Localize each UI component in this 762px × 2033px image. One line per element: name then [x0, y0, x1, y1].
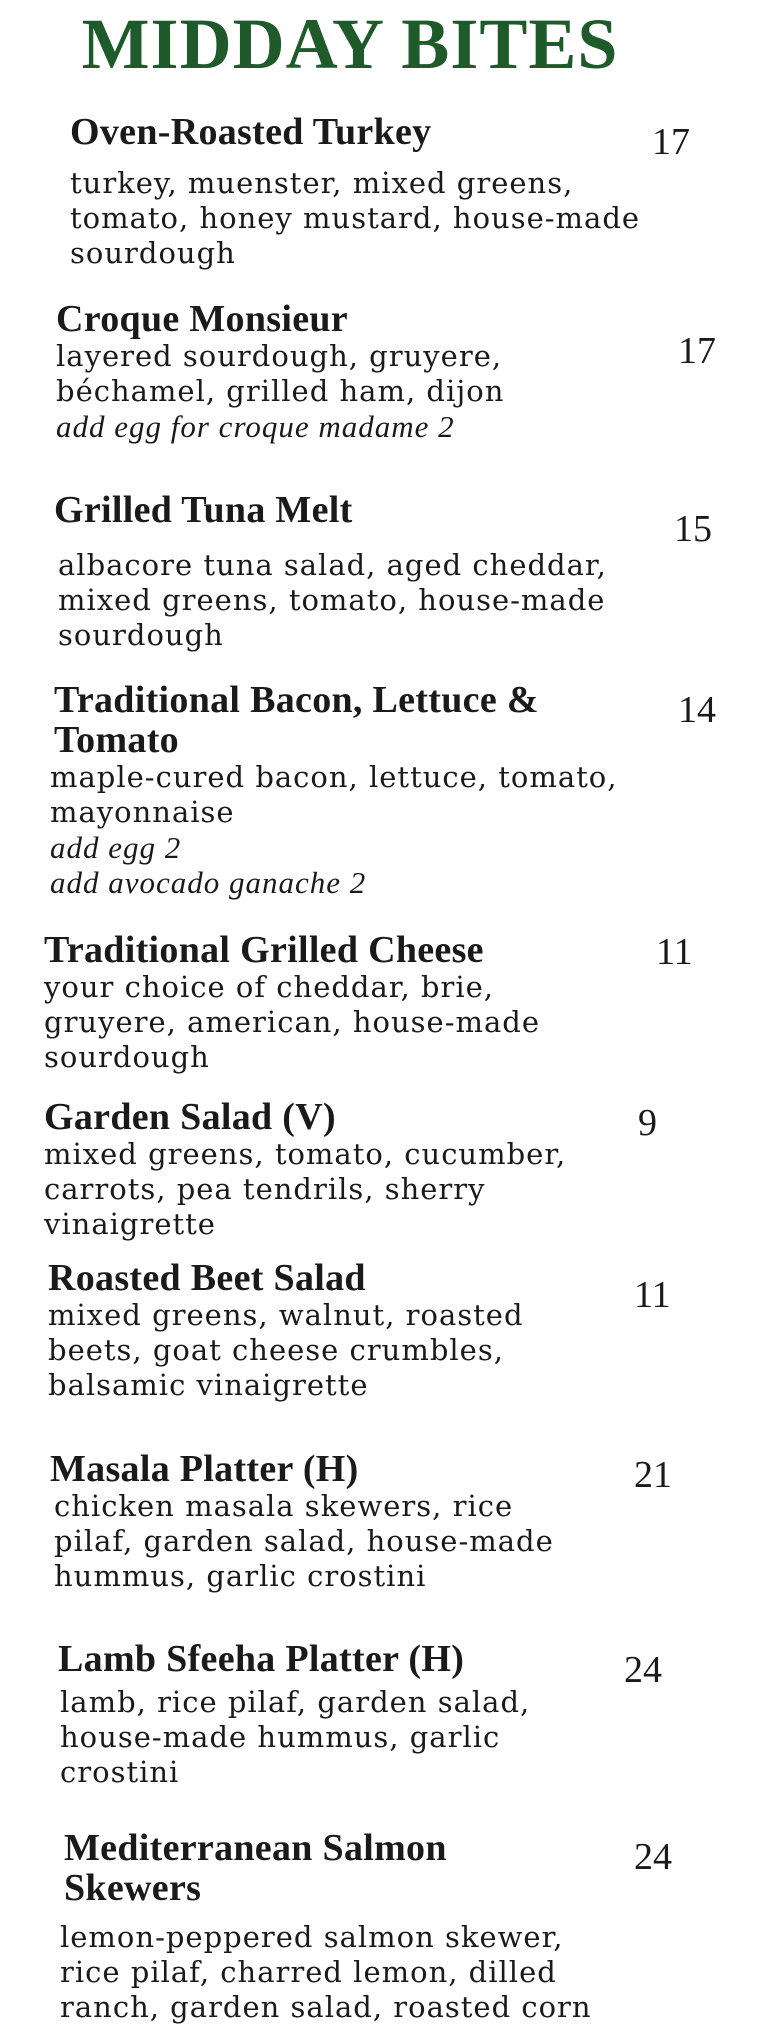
item-name: Traditional Grilled Cheese: [44, 929, 484, 971]
item-description-line: lemon-peppered salmon skewer,: [60, 1920, 564, 1954]
item-price: 17: [678, 330, 716, 372]
item-description-line: balsamic vinaigrette: [48, 1368, 369, 1402]
item-description-line: sourdough: [70, 236, 236, 270]
item-name: Croque Monsieur: [56, 298, 348, 340]
menu-item: [58, 1639, 530, 1790]
item-description-line: vinaigrette: [44, 1207, 216, 1241]
item-addon-note: add egg 2: [50, 830, 182, 865]
item-description-line: tomato, honey mustard, house-made: [70, 201, 641, 235]
menu-item: [48, 1258, 524, 1403]
item-description-line: mayonnaise: [50, 795, 235, 829]
item-name: Mediterranean Salmon: [64, 1827, 447, 1869]
menu-item: [70, 112, 640, 271]
item-description-line: sourdough: [44, 1040, 210, 1074]
item-description-line: mixed greens, tomato, cucumber,: [44, 1137, 567, 1171]
item-name-continued: Tomato: [54, 719, 179, 761]
item-description-line: mixed greens, tomato, house-made: [58, 583, 606, 617]
item-name-continued: Skewers: [64, 1867, 202, 1909]
menu-item: [44, 1097, 566, 1242]
item-name: Traditional Bacon, Lettuce &: [54, 679, 539, 721]
item-description-line: ranch, garden salad, roasted corn: [60, 1990, 592, 2024]
item-name: Garden Salad (V): [44, 1096, 336, 1138]
menu-item: [54, 490, 607, 653]
item-description-line: albacore tuna salad, aged cheddar,: [58, 548, 607, 582]
item-price: 17: [652, 121, 690, 163]
item-price: 24: [624, 1649, 662, 1691]
item-description-line: your choice of cheddar, brie,: [44, 970, 494, 1004]
item-price: 11: [656, 931, 693, 973]
item-price: 24: [634, 1836, 672, 1878]
item-description-line: béchamel, grilled ham, dijon: [56, 374, 505, 408]
item-description-line: gruyere, american, house-made: [44, 1005, 541, 1039]
menu-item: [50, 679, 618, 900]
item-price: 9: [638, 1102, 657, 1144]
item-description-line: maple-cured bacon, lettuce, tomato,: [50, 760, 618, 794]
menu-item: [60, 1827, 592, 2025]
item-addon-note: add egg for croque madame 2: [56, 409, 455, 444]
item-price: 11: [634, 1274, 671, 1316]
item-description-line: carrots, pea tendrils, sherry: [44, 1172, 486, 1206]
item-name: Lamb Sfeeha Platter (H): [58, 1638, 465, 1680]
item-price: 21: [634, 1454, 672, 1496]
item-name: Roasted Beet Salad: [48, 1257, 366, 1299]
item-price: 15: [674, 508, 712, 550]
item-description-line: crostini: [60, 1755, 180, 1789]
item-name: Oven-Roasted Turkey: [70, 111, 432, 153]
item-description-line: rice pilaf, charred lemon, dilled: [60, 1955, 557, 1989]
item-price: 14: [678, 689, 716, 731]
menu-title: MIDDAY BITES: [81, 4, 619, 84]
menu-item: [50, 1449, 554, 1594]
item-description-line: mixed greens, walnut, roasted: [48, 1298, 524, 1332]
item-description-line: hummus, garlic crostini: [54, 1559, 427, 1593]
item-description-line: layered sourdough, gruyere,: [56, 339, 503, 373]
item-description-line: house-made hummus, garlic: [60, 1720, 501, 1754]
item-description-line: pilaf, garden salad, house-made: [54, 1524, 554, 1558]
menu-item: [44, 930, 540, 1075]
item-description-line: beets, goat cheese crumbles,: [48, 1333, 504, 1367]
item-addon-note: add avocado ganache 2: [50, 865, 367, 900]
item-name: Grilled Tuna Melt: [54, 489, 353, 531]
item-name: Masala Platter (H): [50, 1448, 359, 1490]
menu-item: [56, 299, 504, 444]
item-description-line: chicken masala skewers, rice: [54, 1489, 514, 1523]
item-description-line: lamb, rice pilaf, garden salad,: [60, 1685, 531, 1719]
item-description-line: turkey, muenster, mixed greens,: [70, 166, 574, 200]
item-description-line: sourdough: [58, 618, 224, 652]
